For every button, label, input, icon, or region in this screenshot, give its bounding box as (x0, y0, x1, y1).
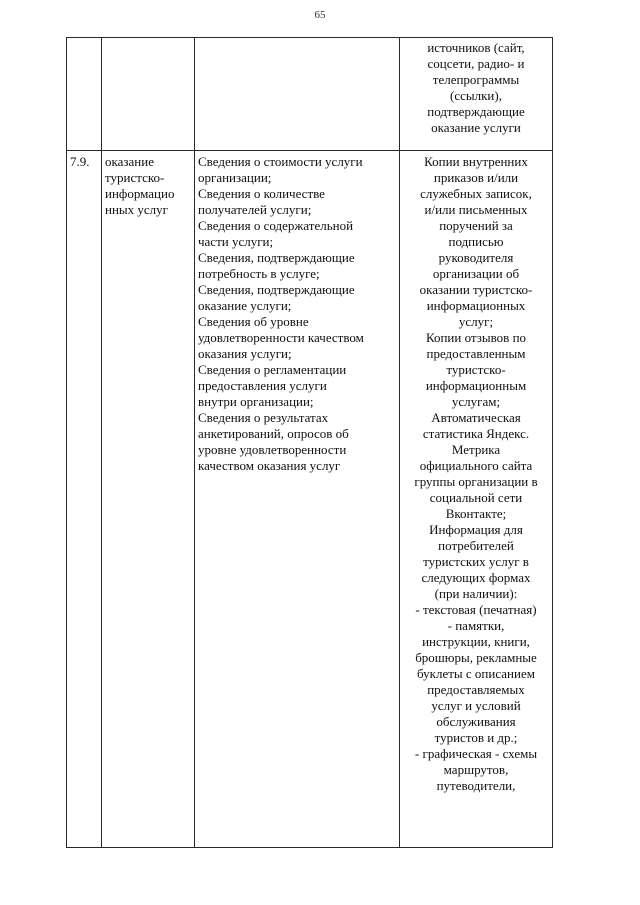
sources-line: Копии отзывов по (425, 330, 527, 345)
row-number-cell (67, 38, 102, 151)
sources-line: группы организации в (414, 474, 538, 489)
sources-line: Копии внутренних (424, 154, 528, 169)
sources-line: Метрика (451, 442, 501, 457)
sources-line: оказание услуги (431, 120, 521, 135)
sources-line: руководителя (438, 250, 514, 265)
information-line: Сведения о стоимости услуги (198, 154, 363, 169)
information-line: уровне удовлетворенности (198, 442, 347, 457)
service-name-line: нных услуг (105, 202, 168, 217)
sources-line: подписью (448, 234, 504, 249)
information-line: анкетирований, опросов об (198, 426, 349, 441)
sources-line: - текстовая (печатная) (415, 602, 537, 617)
sources-line: организации об (432, 266, 520, 281)
sources-cell (400, 38, 553, 151)
information-line: предоставления услуги (198, 378, 327, 393)
service-name-cell (102, 151, 195, 848)
sources-line: услуг и условий (431, 698, 521, 713)
sources-line: буклеты с описанием (417, 666, 535, 681)
table-row (67, 151, 553, 848)
service-name-cell (102, 38, 195, 151)
sources-line: подтверждающие (427, 104, 525, 119)
information-line: внутри организации; (198, 394, 314, 409)
information-line: оказание услуги; (198, 298, 292, 313)
sources-line: телепрограммы (432, 72, 520, 87)
information-line: части услуги; (198, 234, 274, 249)
sources-line: официального сайта (419, 458, 533, 473)
row-number: 7.9. (70, 154, 90, 169)
sources-line: - памятки, (447, 618, 505, 633)
sources-line: информационных (426, 298, 526, 313)
sources-line: оказании туристско- (419, 282, 533, 297)
sources-line: предоставленным (426, 346, 526, 361)
information-line: Сведения, подтверждающие (198, 250, 355, 265)
sources-line: путеводители, (436, 778, 516, 793)
information-line: Сведения о содержательной (198, 218, 354, 233)
service-name-line: оказание (105, 154, 154, 169)
information-line: потребность в услуге; (198, 266, 320, 281)
information-line: удовлетворенности качеством (198, 330, 364, 345)
row-number-cell (67, 151, 102, 848)
sources-line: брошюры, рекламные (415, 650, 537, 665)
sources-line: предоставляемых (427, 682, 525, 697)
sources-line: (ссылки), (450, 88, 502, 103)
information-line: оказания услуги; (198, 346, 292, 361)
service-name-line: информацио (105, 186, 175, 201)
sources-line: потребителей (438, 538, 514, 553)
sources-line: услуг; (458, 314, 494, 329)
information-line: Сведения о количестве (198, 186, 325, 201)
sources-line: Вконтакте; (445, 506, 507, 521)
sources-line: - графическая - схемы (414, 746, 538, 761)
sources-line: услугам; (451, 394, 501, 409)
sources-line: обслуживания (436, 714, 516, 729)
information-line: Сведения об уровне (198, 314, 309, 329)
information-line: организации; (198, 170, 272, 185)
information-line: Сведения о результатах (198, 410, 329, 425)
sources-line: информационным (425, 378, 527, 393)
sources-line: инструкции, книги, (422, 634, 530, 649)
information-line: Сведения, подтверждающие (198, 282, 355, 297)
sources-line: поручений за (439, 218, 513, 233)
sources-line: туристов и др.; (434, 730, 518, 745)
sources-line: соцсети, радио- и (427, 56, 525, 71)
table-row (67, 38, 553, 151)
sources-line: маршрутов, (443, 762, 509, 777)
sources-line: следующих формах (421, 570, 531, 585)
sources-line: статистика Яндекс. (422, 426, 530, 441)
information-line: Сведения о регламентации (198, 362, 347, 377)
information-cell (195, 38, 400, 151)
page-number: 65 (314, 9, 326, 21)
sources-line: туристских услуг в (423, 554, 529, 569)
sources-line: (при наличии): (434, 586, 518, 601)
information-cell (195, 151, 400, 848)
sources-line: источников (сайт, (427, 40, 525, 55)
sources-line: и/или письменных (424, 202, 528, 217)
information-line: получателей услуги; (198, 202, 312, 217)
sources-line: социальной сети (429, 490, 523, 505)
sources-line: Автоматическая (431, 410, 521, 425)
sources-line: приказов и/или (433, 170, 519, 185)
sources-line: туристско- (446, 362, 506, 377)
service-name-line: туристско- (105, 170, 165, 185)
document-table (66, 37, 553, 848)
sources-line: служебных записок, (420, 186, 532, 201)
sources-line: Информация для (429, 522, 523, 537)
sources-cell (400, 151, 553, 848)
information-line: качеством оказания услуг (198, 458, 341, 473)
